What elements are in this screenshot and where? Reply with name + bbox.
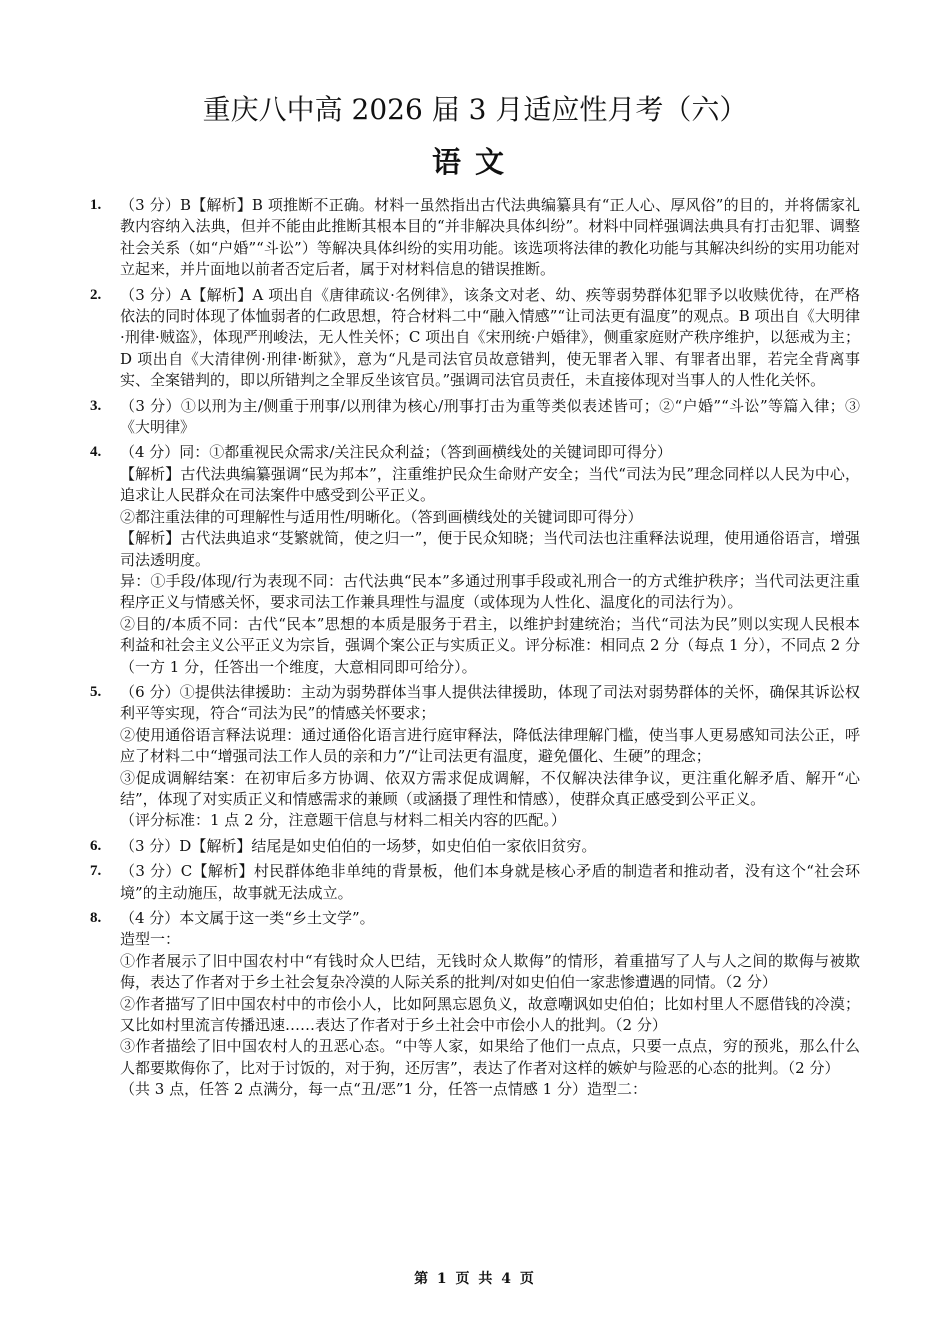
answer-item [90,908,860,1101]
answer-item [90,285,860,392]
answer-paragraph: ②目的/本质不同：古代“民本”思想的本质是服务于君主，以维护封建统治；当代“司法为民”则以实现人民根本利益和社会主义公平正义为宗旨，强调个案公正与实质正义。评分标准：相同点 2 分（每点 1 分），不同点 2 分（一方 1 分，任答出一个维度，大意相同即可给分）。 [120,614,860,676]
document-title: 重庆八中高 2026 届 3 月适应性月考（六） [202,93,748,126]
answer-number: 7. [90,863,102,880]
answer-paragraph: （评分标准：1 点 2 分，注意题干信息与材料二相关内容的匹配。） [120,811,566,830]
answer-paragraph: ①作者展示了旧中国农村中“有钱时众人巴结，无钱时众人欺侮”的情形，着重描写了人与人之间的欺侮与被欺侮，表达了作者对于乡土社会复杂冷漠的人际关系的批判/对如史伯伯一家悲惨遭遇的同情。（2 分） [120,951,860,992]
answer-item [90,682,860,832]
answer-number: 5. [90,683,102,700]
answer-paragraph: （3 分）C【解析】村民群体绝非单纯的背景板，他们本身就是核心矛盾的制造者和推动者，没有这个“社会环境”的主动施压，故事就无法成立。 [120,862,860,902]
answer-paragraph: 造型一： [120,930,181,949]
answer-paragraph: （3 分）①以刑为主/侧重于刑事/以刑律为核心/刑事打击为重等类似表述皆可；②“户婚”“斗讼”等篇入律；③《大明律》 [120,396,860,437]
answer-item [90,861,860,904]
answer-paragraph: （3 分）D【解析】结尾是如史伯伯的一场梦，如史伯伯一家依旧贫穷。 [120,836,597,855]
answer-number: 8. [90,910,102,926]
subject-title: 语文 [431,145,518,179]
answer-number: 6. [90,837,102,854]
answer-item [90,442,860,677]
answer-paragraph: （6 分）①提供法律援助：主动为弱势群体当事人提供法律援助，体现了司法对弱势群体的关怀，确保其诉讼权利平等实现，符合“司法为民”的情感关怀要求； [120,682,860,723]
answer-paragraph: （共 3 点，任答 2 点满分，每一点“丑/恶”1 分，任答一点情感 1 分）造型二： [120,1080,647,1099]
answer-paragraph: ③促成调解结案：在初审后多方协调、依双方需求促成调解，不仅解决法律争议，更注重化解矛盾、解开“心结”，体现了对实质正义和情感需求的兼顾（或涵摄了理性和情感），使群众真正感受到公平正义。 [120,768,860,808]
answer-item [90,836,860,857]
answer-paragraph: ②使用通俗语言释法说理：通过通俗化语言进行庭审释法，降低法律理解门槛，使当事人更易感知司法公正，呼应了材料二中“增强司法工作人员的亲和力”/“让司法更有温度，避免僵化、生硬”的理念； [120,725,860,766]
answer-paragraph: ②都注重法律的可理解性与适用性/明晰化。（答到画横线处的关键词即可得分） [120,507,643,526]
answer-number: 1. [90,197,102,213]
answer-item [90,195,860,281]
answer-paragraph: ③作者描绘了旧中国农村人的丑恶心态。“中等人家，如果给了他们一点点，只要一点点，穷的预兆，那么什么人都要欺侮你了，比对于讨饭的，对于狗，还厉害”，表达了作者对这样的嫉妒与险恶的心态的批判。（2 分） [120,1037,860,1077]
answer-paragraph: 【解析】古代法典追求“芟繁就简，使之归一”，便于民众知晓；当代司法也注重释法说理，使用通俗语言，增强司法透明度。 [120,529,860,569]
answer-paragraph: （3 分）B【解析】B 项推断不正确。材料一虽然指出古代法典编纂具有“正人心、厚风俗”的目的，并将儒家礼教内容纳入法典，但并不能由此推断其根本目的“并非解决具体纠纷”。材料中同样强调法典具有打击犯罪、调整社会关系（如“户婚”“斗讼”）等解决具体纠纷的实用功能。该选项将法律的教化功能与其解决纠纷的实用功能对立起来，并片面地以前者否定后者，属于对材料信息的错误推断。 [120,196,860,279]
answer-paragraph: （4 分）本文属于这一类“乡土文学”。 [120,909,375,927]
answer-number: 3. [90,397,102,414]
answer-item [90,396,860,439]
answer-paragraph: 【解析】古代法典编纂强调“民为邦本”，注重维护民众生命财产安全；当代“司法为民”理念同样以人民为中心，追求让人民群众在司法案件中感受到公平正义。 [120,464,860,505]
answer-list [90,195,860,1105]
answer-number: 4. [90,444,102,461]
answer-number: 2. [90,286,102,303]
answer-paragraph: 异：①手段/体现/行为表现不同：古代法典“民本”多通过刑事手段或礼刑合一的方式维护秩序；当代司法更注重程序正义与情感关怀，要求司法工作兼具理性与温度（或体现为人性化、温度化的司法行为）。 [120,571,860,612]
answer-paragraph: （3 分）A【解析】A 项出自《唐律疏议·名例律》，该条文对老、幼、疾等弱势群体犯罪予以收赎优待，在严格依法的同时体现了体恤弱者的仁政思想，符合材料二中“融入情感”“让司法更有温度”的观点。B 项出自《大明律·刑律·贼盗》，体现严刑峻法，无人性关怀；C 项出自《宋刑统·户婚律》，侧重家庭财产秩序维护，以惩戒为主；D 项出自《大清律例·刑律·断狱》，意为“凡是司法官员故意错判，使无罪者入罪、有罪者出罪，若完全背离事实、全案错判的，即以所错判之全罪反坐该官员。”强调司法官员责任，未直接体现对当事人的人性化关怀。 [120,285,860,390]
answer-paragraph: （4 分）同：①都重视民众需求/关注民众利益；（答到画横线处的关键词即可得分） [120,443,672,462]
answer-paragraph: ②作者描写了旧中国农村中的市侩小人，比如阿黑忘恩负义，故意嘲讽如史伯伯；比如村里人不愿借钱的冷漠；又比如村里流言传播迅速……表达了作者对于乡土社会中市侩小人的批判。（2 分） [120,994,860,1035]
page-footer: 第 1 页 共 4 页 [414,1271,536,1287]
